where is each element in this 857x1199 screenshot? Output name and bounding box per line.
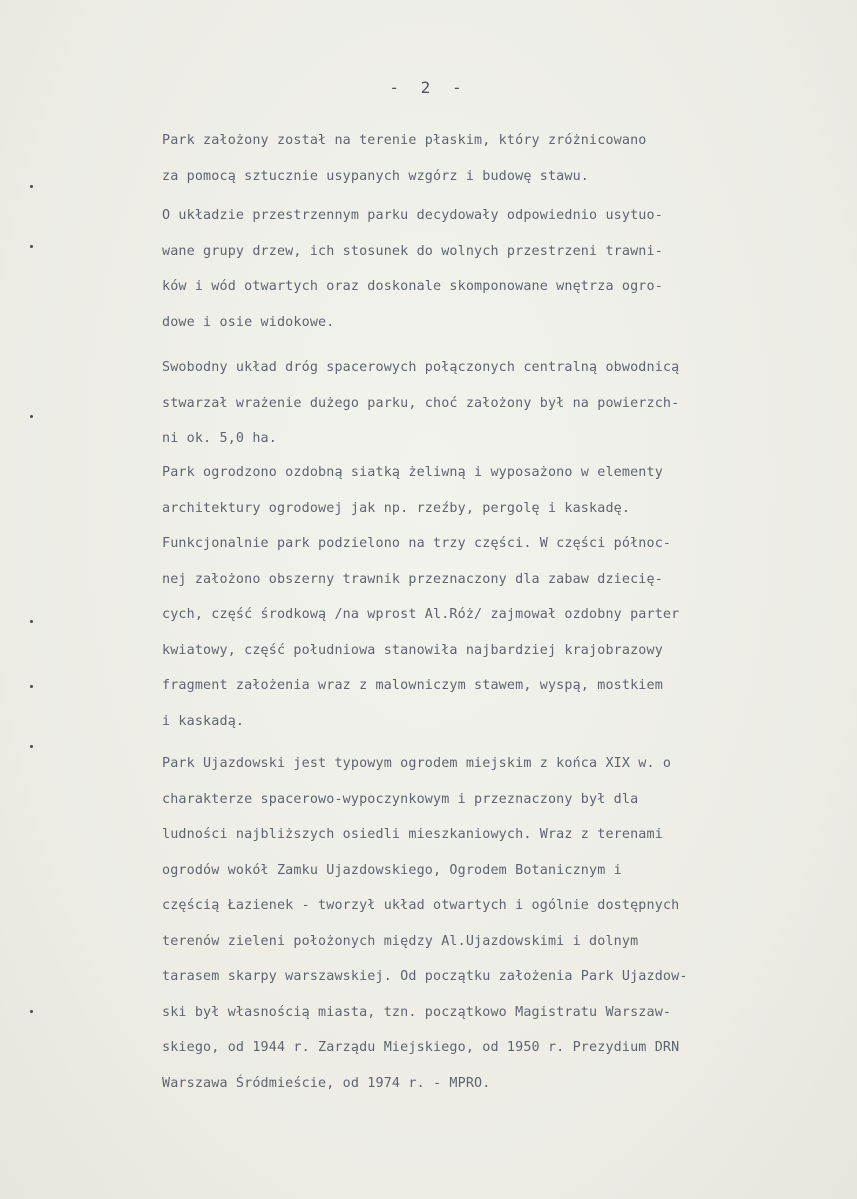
margin-mark bbox=[30, 1010, 33, 1013]
text-line: Warszawa Śródmieście, od 1974 r. - MPRO. bbox=[162, 1075, 491, 1091]
page-number: - 2 - bbox=[389, 78, 468, 97]
paragraph-1 bbox=[162, 123, 852, 194]
text-line: fragment założenia wraz z malowniczym stawem, wyspą, mostkiem bbox=[162, 678, 663, 693]
text-line: ludności najbliższych osiedli mieszkaniowych. Wraz z terenami bbox=[162, 827, 663, 842]
text-line: nej założono obszerny trawnik przeznaczony dla zabaw dziecię- bbox=[162, 571, 663, 587]
paragraph-2 bbox=[162, 198, 852, 340]
text-line: tarasem skarpy warszawskiej. Od początku założenia Park Ujazdow- bbox=[162, 969, 688, 984]
text-line: za pomocą sztucznie usypanych wzgórz i budowę stawu. bbox=[162, 168, 590, 184]
text-line: częścią Łazienek - tworzył układ otwartych i ogólnie dostępnych bbox=[162, 898, 680, 913]
text-line: cych, część środkową /na wprost Al.Róż/ zajmował ozdobny parter bbox=[162, 607, 680, 622]
text-line: Funkcjonalnie park podzielono na trzy części. W części północ- bbox=[162, 536, 672, 551]
text-line: ogrodów wokół Zamku Ujazdowskiego, Ogrodem Botanicznym i bbox=[162, 862, 622, 878]
margin-mark bbox=[30, 685, 33, 688]
margin-mark bbox=[30, 185, 33, 188]
text-line: ski był własnością miasta, tzn. początkowo Magistratu Warszaw- bbox=[162, 1004, 672, 1020]
paragraph-3 bbox=[162, 350, 852, 457]
text-line: skiego, od 1944 r. Zarządu Miejskiego, od 1950 r. Prezydium DRN bbox=[162, 1040, 680, 1055]
text-line: architektury ogrodowej jak np. rzeźby, pergolę i kaskadę. bbox=[162, 500, 631, 516]
text-line: ni ok. 5,0 ha. bbox=[162, 431, 277, 446]
text-line: ków i wód otwartych oraz doskonale skomponowane wnętrza ogro- bbox=[162, 279, 663, 294]
text-line: Park założony został na terenie płaskim, który zróżnicowano bbox=[162, 133, 647, 148]
text-line: Swobodny układ dróg spacerowych połączonych centralną obwodnicą bbox=[162, 360, 680, 375]
text-line: i kaskadą. bbox=[162, 713, 245, 729]
text-line: Park ogrodzono ozdobną siatką żeliwną i wyposażono w elementy bbox=[162, 465, 663, 480]
text-line: charakterze spacerowo-wypoczynkowym i przeznaczony był dla bbox=[162, 791, 639, 807]
margin-mark bbox=[30, 245, 33, 248]
text-line: kwiatowy, część południowa stanowiła najbardziej krajobrazowy bbox=[162, 642, 663, 658]
margin-mark bbox=[30, 745, 33, 748]
paragraph-5 bbox=[162, 746, 852, 1101]
text-line: Park Ujazdowski jest typowym ogrodem miejskim z końca XIX w. o bbox=[162, 756, 672, 771]
text-line: terenów zieleni położonych między Al.Ujazdowskimi i dolnym bbox=[162, 933, 639, 949]
margin-mark bbox=[30, 415, 33, 418]
margin-mark bbox=[30, 620, 33, 623]
text-line: wane grupy drzew, ich stosunek do wolnych przestrzeni trawni- bbox=[162, 243, 663, 259]
text-line: O układzie przestrzennym parku decydowały odpowiednio usytuo- bbox=[162, 208, 663, 223]
text-line: stwarzał wrażenie dużego parku, choć założony był na powierzch- bbox=[162, 395, 680, 411]
text-line: dowe i osie widokowe. bbox=[162, 314, 335, 330]
paragraph-4 bbox=[162, 455, 852, 739]
